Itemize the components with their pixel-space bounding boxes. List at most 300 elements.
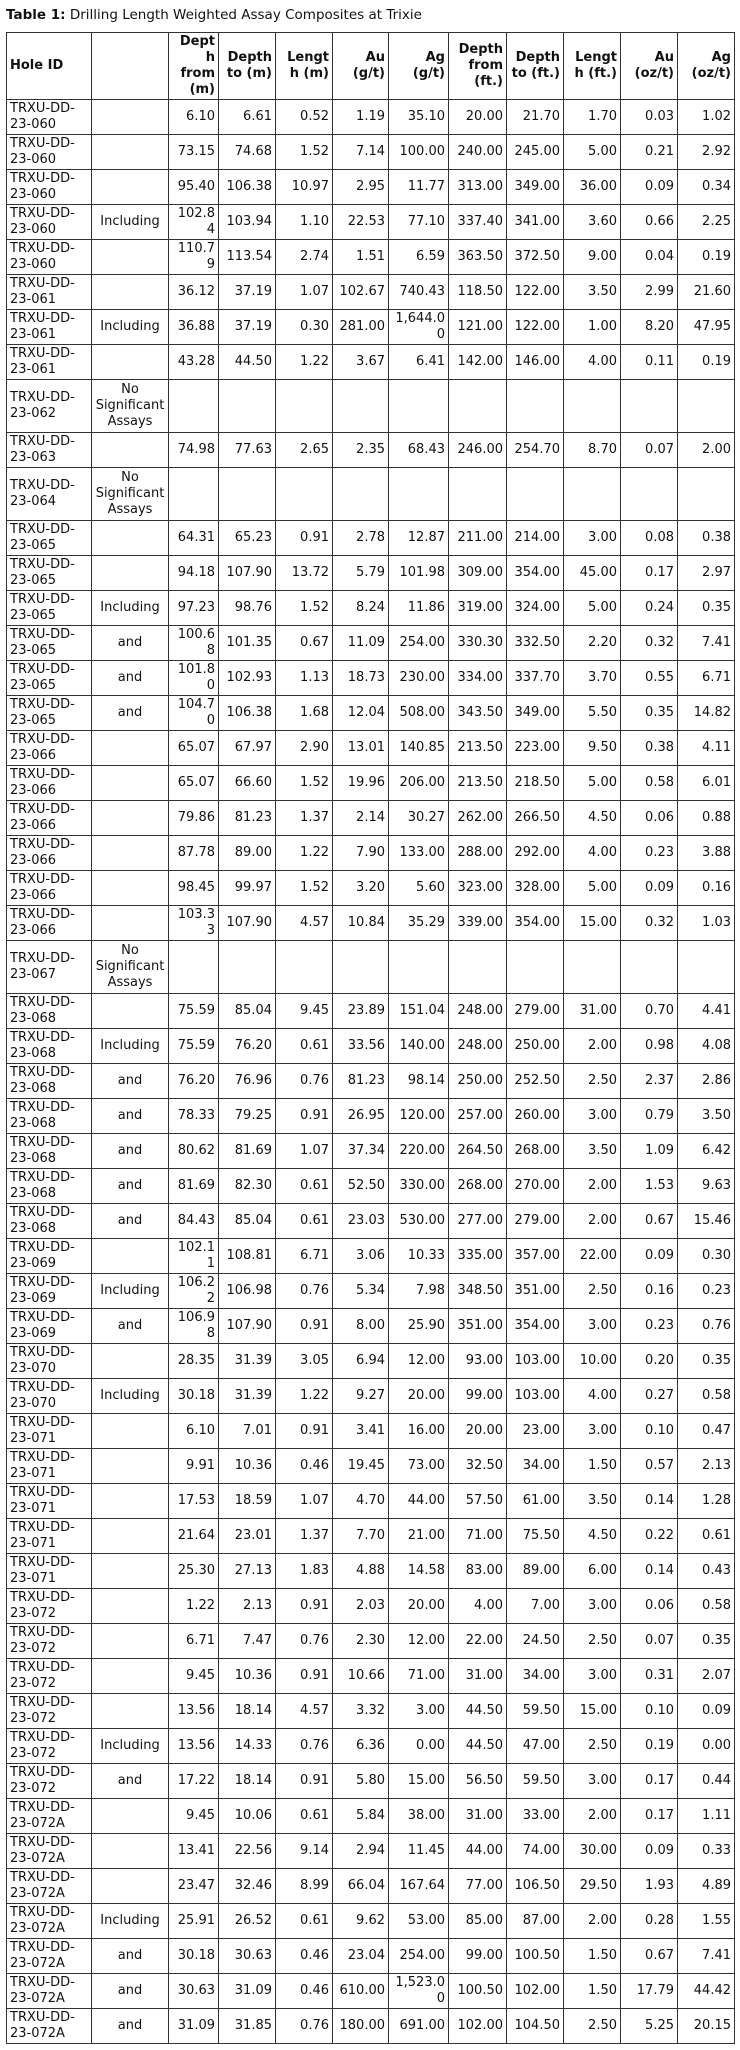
header-interval-note [92,33,169,100]
cell-au-ozt: 0.70 [621,994,678,1029]
cell-depth-to-ft: 87.00 [507,1904,564,1939]
table-row [7,345,735,380]
cell-length-m: 0.67 [276,626,333,661]
cell-hole-id: TRXU-DD-23-069 [7,1309,92,1344]
cell-hole-id: TRXU-DD-23-065 [7,696,92,731]
cell-hole-id: TRXU-DD-23-071 [7,1414,92,1449]
cell-au-ozt: 0.35 [621,696,678,731]
header-ag-gt: Ag (g/t) [389,33,449,100]
cell-length-ft: 5.00 [564,871,621,906]
cell-depth-to-ft: 24.50 [507,1624,564,1659]
cell-depth-from-m: 106.98 [169,1309,219,1344]
cell-depth-to-ft: 266.50 [507,801,564,836]
cell-depth-to-m [219,468,276,521]
cell-depth-from-ft: 99.00 [449,1379,507,1414]
cell-depth-to-ft: 341.00 [507,205,564,240]
cell-depth-from-m: 31.09 [169,2009,219,2044]
cell-au-gt: 23.89 [333,994,389,1029]
cell-depth-from-ft: 142.00 [449,345,507,380]
table-row [7,1764,735,1799]
cell-length-m: 1.07 [276,1134,333,1169]
cell-depth-from-m: 23.47 [169,1869,219,1904]
cell-au-gt: 2.30 [333,1624,389,1659]
cell-depth-from-m: 110.79 [169,240,219,275]
cell-interval-note [92,275,169,310]
cell-depth-to-m: 18.14 [219,1764,276,1799]
cell-depth-from-m [169,941,219,994]
cell-au-ozt: 0.11 [621,345,678,380]
cell-interval-note: and [92,1169,169,1204]
cell-length-ft: 4.00 [564,345,621,380]
cell-length-ft: 1.50 [564,1974,621,2009]
cell-au-gt: 13.01 [333,731,389,766]
table-row [7,1239,735,1274]
cell-ag-gt: 220.00 [389,1134,449,1169]
cell-depth-to-ft: 349.00 [507,696,564,731]
cell-depth-to-ft: 59.50 [507,1764,564,1799]
cell-length-m: 10.97 [276,170,333,205]
cell-au-gt: 5.80 [333,1764,389,1799]
cell-length-m: 9.14 [276,1834,333,1869]
table-row [7,521,735,556]
cell-depth-from-ft [449,468,507,521]
cell-au-ozt: 0.79 [621,1099,678,1134]
cell-au-gt: 5.84 [333,1799,389,1834]
cell-length-ft: 3.50 [564,1134,621,1169]
cell-depth-from-ft: 211.00 [449,521,507,556]
cell-ag-ozt: 0.76 [678,1309,735,1344]
cell-length-ft: 3.00 [564,1589,621,1624]
cell-hole-id: TRXU-DD-23-068 [7,1169,92,1204]
cell-length-ft: 3.00 [564,1764,621,1799]
cell-depth-from-m: 97.23 [169,591,219,626]
cell-depth-from-ft: 335.00 [449,1239,507,1274]
table-row [7,100,735,135]
cell-au-gt: 610.00 [333,1974,389,2009]
cell-depth-to-m: 81.23 [219,801,276,836]
cell-hole-id: TRXU-DD-23-072A [7,1974,92,2009]
cell-interval-note [92,1869,169,1904]
cell-length-m [276,380,333,433]
cell-length-m: 1.68 [276,696,333,731]
cell-depth-to-ft: 372.50 [507,240,564,275]
cell-hole-id: TRXU-DD-23-068 [7,994,92,1029]
cell-depth-to-ft: 122.00 [507,275,564,310]
cell-au-ozt: 0.32 [621,906,678,941]
cell-depth-to-ft: 223.00 [507,731,564,766]
header-depth-from-m: Depth from (m) [169,33,219,100]
cell-au-gt: 4.88 [333,1554,389,1589]
cell-ag-ozt: 7.41 [678,1939,735,1974]
cell-length-m: 0.61 [276,1169,333,1204]
cell-ag-ozt: 6.01 [678,766,735,801]
cell-length-ft: 2.00 [564,1904,621,1939]
cell-interval-note [92,1799,169,1834]
cell-hole-id: TRXU-DD-23-061 [7,310,92,345]
cell-depth-from-ft: 319.00 [449,591,507,626]
cell-depth-from-m: 102.11 [169,1239,219,1274]
cell-depth-to-ft: 103.00 [507,1379,564,1414]
cell-ag-ozt: 0.09 [678,1694,735,1729]
table-row [7,696,735,731]
cell-length-m: 0.91 [276,521,333,556]
table-row [7,906,735,941]
cell-interval-note [92,1554,169,1589]
cell-ag-ozt: 0.61 [678,1519,735,1554]
cell-depth-from-ft: 268.00 [449,1169,507,1204]
cell-depth-from-ft [449,380,507,433]
cell-length-ft: 1.00 [564,310,621,345]
cell-ag-ozt: 3.50 [678,1099,735,1134]
cell-depth-to-ft: 254.70 [507,433,564,468]
cell-ag-gt: 206.00 [389,766,449,801]
cell-au-ozt: 0.22 [621,1519,678,1554]
cell-length-m: 0.76 [276,2009,333,2044]
cell-length-ft: 3.00 [564,1309,621,1344]
cell-ag-ozt: 20.15 [678,2009,735,2044]
cell-depth-to-ft: 104.50 [507,2009,564,2044]
cell-au-gt: 2.94 [333,1834,389,1869]
cell-au-ozt: 0.09 [621,871,678,906]
cell-length-ft: 10.00 [564,1344,621,1379]
cell-ag-gt [389,468,449,521]
cell-ag-ozt: 0.00 [678,1729,735,1764]
cell-length-ft [564,941,621,994]
cell-au-ozt: 1.09 [621,1134,678,1169]
cell-hole-id: TRXU-DD-23-060 [7,170,92,205]
cell-depth-to-ft: 59.50 [507,1694,564,1729]
cell-ag-ozt: 0.35 [678,1624,735,1659]
cell-depth-to-m: 108.81 [219,1239,276,1274]
cell-hole-id: TRXU-DD-23-062 [7,380,92,433]
cell-interval-note: and [92,1309,169,1344]
cell-au-ozt: 0.09 [621,170,678,205]
cell-interval-note: and [92,2009,169,2044]
cell-length-m: 1.83 [276,1554,333,1589]
cell-depth-to-m: 2.13 [219,1589,276,1624]
cell-au-ozt: 0.24 [621,591,678,626]
cell-au-gt: 3.20 [333,871,389,906]
cell-length-ft: 5.50 [564,696,621,731]
cell-length-m: 1.52 [276,766,333,801]
cell-au-gt: 1.19 [333,100,389,135]
cell-depth-to-ft: 252.50 [507,1064,564,1099]
cell-hole-id: TRXU-DD-23-071 [7,1449,92,1484]
cell-depth-to-ft: 292.00 [507,836,564,871]
cell-interval-note: No Significant Assays [92,380,169,433]
cell-depth-from-ft: 343.50 [449,696,507,731]
cell-au-gt: 10.66 [333,1659,389,1694]
table-row [7,871,735,906]
cell-hole-id: TRXU-DD-23-072A [7,1939,92,1974]
cell-length-ft: 9.00 [564,240,621,275]
cell-ag-ozt: 3.88 [678,836,735,871]
cell-hole-id: TRXU-DD-23-065 [7,591,92,626]
cell-au-ozt: 0.32 [621,626,678,661]
cell-depth-to-m: 10.36 [219,1659,276,1694]
cell-depth-to-ft: 21.70 [507,100,564,135]
cell-ag-ozt: 1.28 [678,1484,735,1519]
cell-ag-gt: 6.41 [389,345,449,380]
cell-ag-ozt: 0.19 [678,345,735,380]
cell-ag-ozt: 14.82 [678,696,735,731]
cell-hole-id: TRXU-DD-23-060 [7,205,92,240]
cell-length-ft: 3.60 [564,205,621,240]
cell-depth-to-m [219,380,276,433]
cell-interval-note: and [92,1974,169,2009]
cell-length-ft: 1.70 [564,100,621,135]
cell-depth-from-ft: 313.00 [449,170,507,205]
cell-length-ft: 5.00 [564,591,621,626]
cell-interval-note: Including [92,1379,169,1414]
cell-hole-id: TRXU-DD-23-071 [7,1484,92,1519]
cell-interval-note [92,1659,169,1694]
cell-depth-to-m: 18.14 [219,1694,276,1729]
cell-length-ft: 3.00 [564,521,621,556]
cell-au-gt: 8.24 [333,591,389,626]
table-row [7,1904,735,1939]
cell-au-ozt: 0.08 [621,521,678,556]
cell-ag-gt: 254.00 [389,626,449,661]
cell-depth-from-ft: 213.50 [449,766,507,801]
table-row [7,1659,735,1694]
cell-ag-gt: 1,644.00 [389,310,449,345]
cell-length-m: 0.76 [276,1064,333,1099]
cell-depth-from-ft: 32.50 [449,1449,507,1484]
cell-au-gt [333,468,389,521]
cell-depth-to-m: 14.33 [219,1729,276,1764]
cell-ag-ozt: 47.95 [678,310,735,345]
cell-length-ft: 31.00 [564,994,621,1029]
cell-ag-gt [389,380,449,433]
table-row [7,661,735,696]
cell-depth-to-ft: 100.50 [507,1939,564,1974]
cell-depth-to-ft: 332.50 [507,626,564,661]
cell-ag-ozt: 2.25 [678,205,735,240]
cell-au-gt: 11.09 [333,626,389,661]
cell-depth-from-ft: 44.50 [449,1729,507,1764]
table-row [7,240,735,275]
cell-au-gt [333,380,389,433]
cell-depth-from-ft: 323.00 [449,871,507,906]
table-row [7,1484,735,1519]
cell-interval-note [92,1344,169,1379]
cell-depth-from-m: 30.18 [169,1939,219,1974]
cell-ag-gt: 38.00 [389,1799,449,1834]
cell-hole-id: TRXU-DD-23-066 [7,906,92,941]
cell-interval-note [92,1519,169,1554]
cell-au-ozt: 0.14 [621,1554,678,1589]
cell-au-ozt: 0.38 [621,731,678,766]
cell-ag-ozt: 2.97 [678,556,735,591]
cell-length-ft: 29.50 [564,1869,621,1904]
cell-ag-gt: 12.00 [389,1624,449,1659]
cell-length-m: 1.37 [276,801,333,836]
cell-interval-note [92,1449,169,1484]
cell-length-ft: 15.00 [564,1694,621,1729]
cell-depth-from-ft: 71.00 [449,1519,507,1554]
cell-depth-from-ft: 330.30 [449,626,507,661]
cell-depth-to-ft: 34.00 [507,1659,564,1694]
cell-interval-note [92,170,169,205]
cell-au-gt: 18.73 [333,661,389,696]
cell-depth-to-ft: 268.00 [507,1134,564,1169]
cell-interval-note: and [92,626,169,661]
cell-depth-from-ft: 240.00 [449,135,507,170]
cell-au-ozt: 0.06 [621,801,678,836]
cell-ag-ozt: 0.19 [678,240,735,275]
cell-interval-note [92,766,169,801]
cell-depth-to-m: 65.23 [219,521,276,556]
cell-depth-to-ft: 279.00 [507,994,564,1029]
cell-au-gt: 7.14 [333,135,389,170]
cell-hole-id: TRXU-DD-23-072A [7,1904,92,1939]
cell-depth-to-m: 106.38 [219,696,276,731]
cell-au-gt: 9.27 [333,1379,389,1414]
cell-au-gt: 9.62 [333,1904,389,1939]
cell-length-ft: 2.50 [564,2009,621,2044]
cell-ag-ozt: 1.02 [678,100,735,135]
cell-hole-id: TRXU-DD-23-061 [7,275,92,310]
cell-ag-ozt: 4.11 [678,731,735,766]
table-row [7,1869,735,1904]
cell-depth-from-ft: 99.00 [449,1939,507,1974]
cell-depth-to-m: 85.04 [219,994,276,1029]
cell-hole-id: TRXU-DD-23-070 [7,1379,92,1414]
cell-au-ozt: 0.17 [621,556,678,591]
header-depth-to-m: Depth to (m) [219,33,276,100]
cell-interval-note [92,556,169,591]
cell-au-gt: 2.95 [333,170,389,205]
cell-au-ozt [621,941,678,994]
table-row [7,626,735,661]
cell-au-gt: 7.70 [333,1519,389,1554]
cell-length-m: 2.65 [276,433,333,468]
cell-au-gt: 2.03 [333,1589,389,1624]
table-row [7,1204,735,1239]
cell-hole-id: TRXU-DD-23-072 [7,1764,92,1799]
cell-au-ozt: 8.20 [621,310,678,345]
cell-ag-ozt: 4.89 [678,1869,735,1904]
cell-length-m: 2.90 [276,731,333,766]
cell-au-ozt: 0.16 [621,1274,678,1309]
cell-ag-gt: 100.00 [389,135,449,170]
cell-au-ozt: 0.23 [621,1309,678,1344]
cell-ag-ozt: 0.88 [678,801,735,836]
cell-length-m: 0.61 [276,1904,333,1939]
cell-interval-note [92,1589,169,1624]
cell-depth-from-m: 94.18 [169,556,219,591]
cell-au-ozt: 0.67 [621,1939,678,1974]
cell-ag-gt: 230.00 [389,661,449,696]
cell-ag-gt: 11.86 [389,591,449,626]
cell-depth-to-m: 76.96 [219,1064,276,1099]
cell-au-ozt: 0.23 [621,836,678,871]
cell-depth-to-ft: 74.00 [507,1834,564,1869]
cell-depth-to-ft: 270.00 [507,1169,564,1204]
cell-ag-ozt: 7.41 [678,626,735,661]
cell-depth-from-ft: 262.00 [449,801,507,836]
table-row [7,275,735,310]
header-depth-from-ft: Depth from (ft.) [449,33,507,100]
cell-ag-gt: 740.43 [389,275,449,310]
cell-interval-note: Including [92,591,169,626]
cell-depth-from-ft: 77.00 [449,1869,507,1904]
cell-length-m [276,941,333,994]
cell-au-gt: 22.53 [333,205,389,240]
cell-ag-gt: 12.87 [389,521,449,556]
cell-depth-from-ft: 22.00 [449,1624,507,1659]
cell-interval-note: and [92,1064,169,1099]
cell-ag-ozt: 0.38 [678,521,735,556]
cell-length-m: 0.91 [276,1589,333,1624]
table-row [7,994,735,1029]
cell-length-ft: 3.00 [564,1414,621,1449]
cell-hole-id: TRXU-DD-23-068 [7,1134,92,1169]
cell-depth-to-m: 106.98 [219,1274,276,1309]
cell-length-ft: 5.00 [564,135,621,170]
cell-depth-to-m: 31.09 [219,1974,276,2009]
cell-depth-to-m: 107.90 [219,556,276,591]
cell-length-m: 13.72 [276,556,333,591]
cell-au-ozt: 0.31 [621,1659,678,1694]
cell-au-ozt: 0.27 [621,1379,678,1414]
cell-au-ozt [621,380,678,433]
header-length-m: Length (m) [276,33,333,100]
table-row [7,205,735,240]
cell-ag-ozt: 2.13 [678,1449,735,1484]
cell-interval-note: Including [92,1274,169,1309]
cell-au-ozt: 0.58 [621,766,678,801]
cell-ag-gt: 151.04 [389,994,449,1029]
cell-depth-to-m: 66.60 [219,766,276,801]
cell-length-ft: 2.50 [564,1064,621,1099]
cell-interval-note: Including [92,1029,169,1064]
cell-ag-gt: 15.00 [389,1764,449,1799]
cell-ag-ozt: 0.34 [678,170,735,205]
cell-depth-from-m: 104.70 [169,696,219,731]
cell-au-gt: 1.51 [333,240,389,275]
cell-depth-to-ft: 61.00 [507,1484,564,1519]
cell-length-ft: 4.00 [564,836,621,871]
cell-depth-to-ft: 146.00 [507,345,564,380]
cell-depth-from-ft: 351.00 [449,1309,507,1344]
cell-hole-id: TRXU-DD-23-072 [7,1659,92,1694]
cell-interval-note: Including [92,310,169,345]
cell-hole-id: TRXU-DD-23-068 [7,1029,92,1064]
cell-length-m: 0.91 [276,1764,333,1799]
cell-depth-to-m: 27.13 [219,1554,276,1589]
cell-depth-to-m: 7.47 [219,1624,276,1659]
cell-length-m: 1.10 [276,205,333,240]
cell-hole-id: TRXU-DD-23-069 [7,1274,92,1309]
cell-au-ozt: 0.03 [621,100,678,135]
cell-hole-id: TRXU-DD-23-066 [7,801,92,836]
cell-au-ozt: 5.25 [621,2009,678,2044]
table-row [7,135,735,170]
table-row [7,1939,735,1974]
cell-ag-gt: 71.00 [389,1659,449,1694]
cell-length-ft: 45.00 [564,556,621,591]
cell-depth-to-ft: 324.00 [507,591,564,626]
table-row [7,941,735,994]
cell-depth-to-m: 81.69 [219,1134,276,1169]
cell-depth-from-m: 100.68 [169,626,219,661]
cell-depth-from-ft: 250.00 [449,1064,507,1099]
cell-au-ozt: 0.09 [621,1834,678,1869]
cell-depth-from-ft [449,941,507,994]
cell-ag-ozt: 2.00 [678,433,735,468]
